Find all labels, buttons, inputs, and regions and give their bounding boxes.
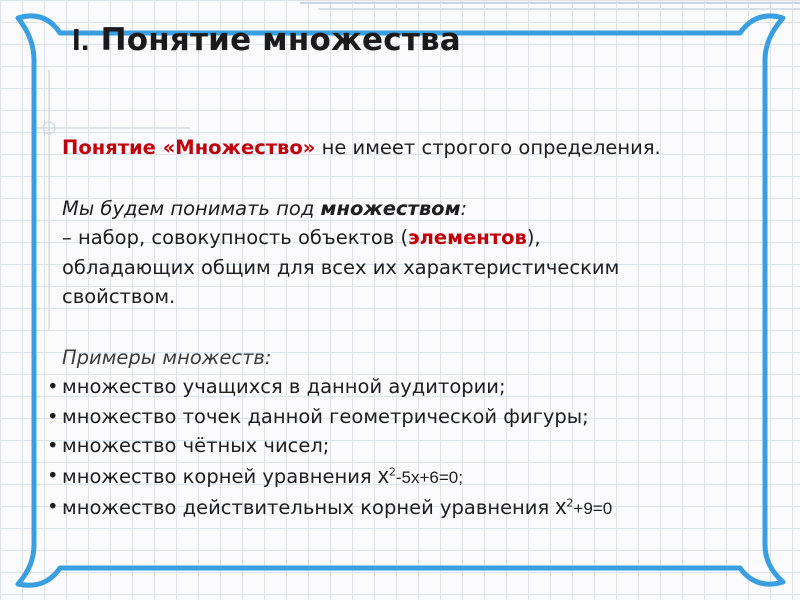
bullet-icon: • — [47, 404, 59, 428]
equation-exponent: 2 — [566, 496, 574, 510]
example-item-text: множество действительных корней уравнения — [62, 496, 556, 519]
bullet-icon: • — [47, 375, 59, 398]
corner-stripes — [300, 3, 800, 9]
definition-lead-colon: : — [460, 196, 468, 220]
equation-variable: x — [377, 462, 389, 488]
examples-list — [47, 372, 762, 524]
example-item-text: множество чётных чисел; — [62, 434, 330, 457]
example-item-text: множество точек данной геометрической фигуры; — [62, 404, 589, 428]
definition-lead — [62, 194, 762, 224]
list-item — [47, 402, 762, 432]
spacer — [62, 312, 762, 343]
slide-content — [47, 133, 762, 524]
definition-line-4: свойством. — [62, 285, 176, 308]
example-item-text: множество учащихся в данной аудитории; — [62, 375, 506, 398]
intro-line — [62, 133, 762, 163]
list-item — [47, 492, 762, 524]
list-item — [47, 372, 762, 402]
definition-highlight: элементов — [408, 226, 527, 249]
list-item — [47, 431, 762, 461]
equation-rest: -5x+6=0; — [395, 467, 463, 487]
example-item-text: множество корней уравнения — [62, 464, 378, 488]
definition-line-2 — [62, 223, 762, 253]
definition-line2-end: ), — [526, 226, 541, 249]
title-text: Понятие множества — [100, 22, 461, 58]
definition-line-3: обладающих общим для всех их характеристическим — [62, 255, 620, 279]
examples-heading: Примеры множеств: — [62, 345, 272, 369]
bullet-icon: • — [47, 463, 59, 487]
slide-title — [72, 22, 461, 58]
list-item — [47, 461, 762, 493]
bullet-icon: • — [47, 495, 59, 518]
title-number: I. — [72, 22, 90, 57]
equation-exponent: 2 — [388, 465, 396, 478]
intro-term: Понятие «Множество» — [62, 136, 316, 159]
equation-variable: x — [555, 494, 567, 519]
equation-rest: +9=0 — [573, 499, 613, 518]
spacer — [62, 163, 762, 194]
definition-lead-italic: Мы будем понимать под — [62, 196, 321, 220]
definition-line2-start: – набор, совокупность объектов ( — [62, 226, 409, 249]
intro-rest: не имеет строгого определения. — [315, 136, 661, 159]
bullet-icon: • — [47, 434, 59, 457]
definition-lead-bold: множеством — [320, 196, 461, 220]
